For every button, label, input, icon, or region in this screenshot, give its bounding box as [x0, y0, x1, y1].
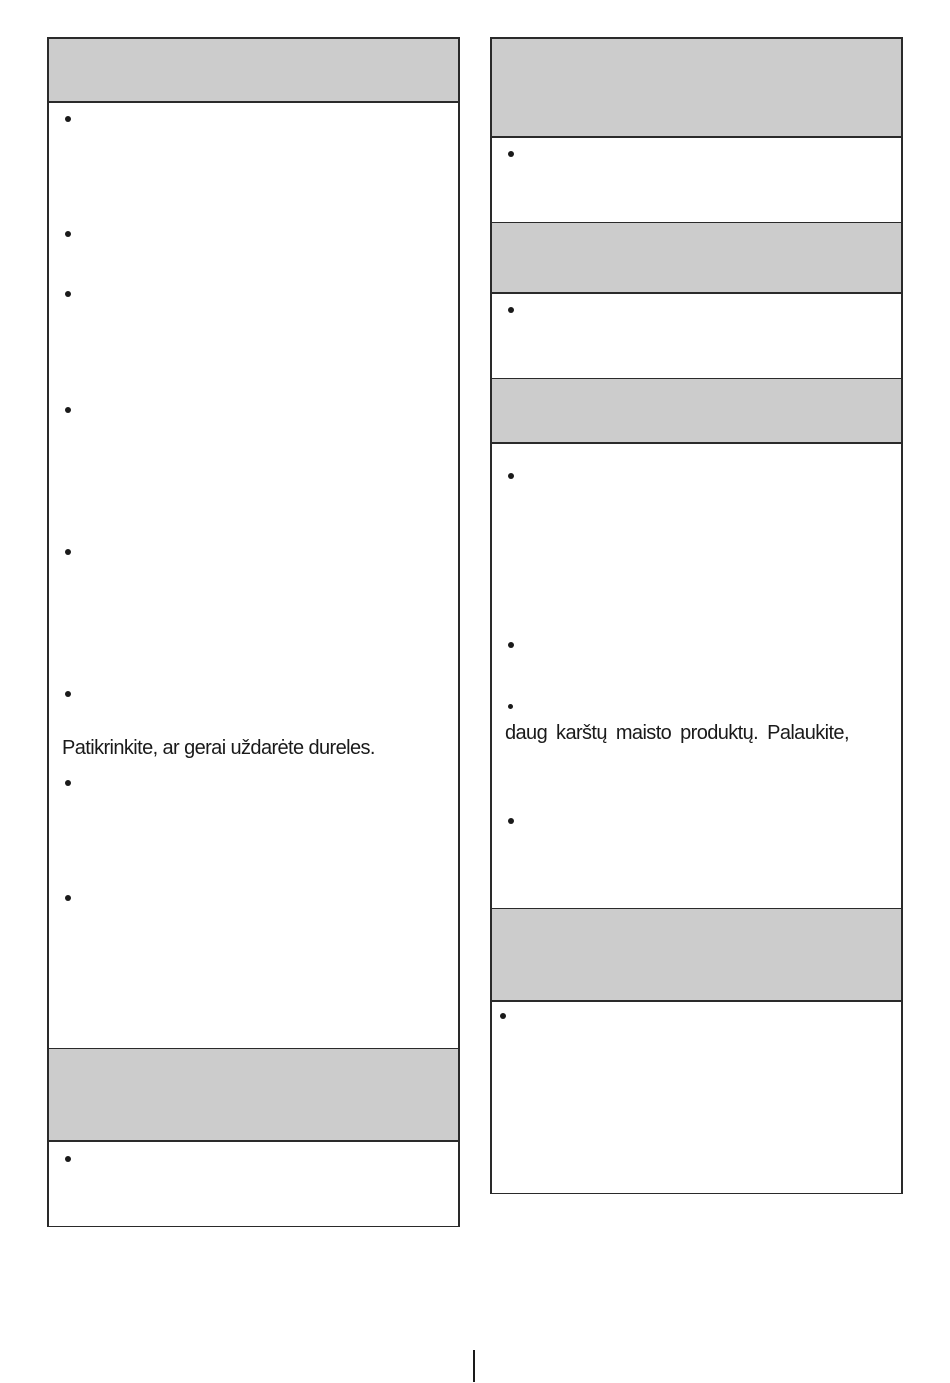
section-header-3 [492, 39, 901, 138]
bullet [65, 116, 71, 122]
bullet [508, 307, 514, 313]
right-troubleshooting-table [490, 37, 903, 1194]
section-header-2 [49, 1048, 458, 1142]
page-number-divider [473, 1350, 475, 1382]
section-header-4 [492, 222, 901, 294]
door-check-text: Patikrinkite, ar gerai uždarėte dureles. [62, 737, 375, 759]
bullet [500, 1013, 506, 1019]
bullet [65, 407, 71, 413]
bullet [508, 473, 514, 479]
bullet [65, 895, 71, 901]
bullet [65, 780, 71, 786]
bullet [65, 231, 71, 237]
section-header-6 [492, 908, 901, 1002]
left-troubleshooting-table [47, 37, 460, 1227]
bullet [65, 691, 71, 697]
section-header-1 [49, 39, 458, 103]
bullet [65, 1156, 71, 1162]
bullet [508, 642, 514, 648]
bullet [65, 291, 71, 297]
section-header-5 [492, 378, 901, 444]
bullet [508, 151, 514, 157]
bullet [508, 704, 513, 709]
bullet [65, 549, 71, 555]
hot-food-text: daug karštų maisto produktų. Palaukite, [505, 722, 849, 744]
bullet [508, 818, 514, 824]
